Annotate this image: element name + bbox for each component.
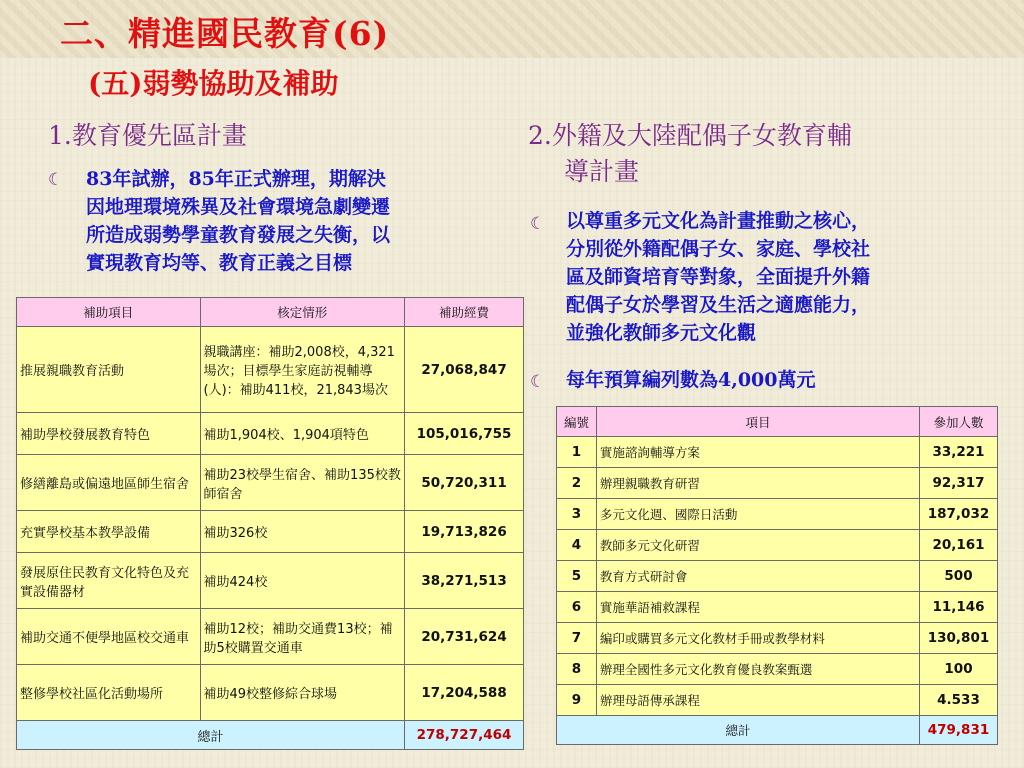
row-no: 4 xyxy=(557,530,597,561)
right-bullet-line: 配偶子女於學習及生活之適應能力， xyxy=(566,294,871,316)
row-item: 辦理母語傳承課程 xyxy=(596,685,919,716)
left-bullet-line: 實現教育均等、教育正義之目標 xyxy=(86,252,353,274)
table-row xyxy=(17,455,524,511)
row-item: 編印或購買多元文化教材手冊或教學材料 xyxy=(596,623,919,654)
table-row xyxy=(557,499,998,530)
row-no: 9 xyxy=(557,685,597,716)
row-count: 20,161 xyxy=(920,530,998,561)
right-heading xyxy=(528,118,852,190)
row-item: 教育方式研討會 xyxy=(596,561,919,592)
row-no: 5 xyxy=(557,561,597,592)
left-heading: 1.教育優先區計畫 xyxy=(48,121,247,150)
slide-subtitle: (五)弱勢協助及補助 xyxy=(88,67,339,100)
row-no: 8 xyxy=(557,654,597,685)
row-item: 推展親職教育活動 xyxy=(17,327,201,413)
row-no: 1 xyxy=(557,437,597,468)
left-bullet-line: 所造成弱勢學童教育發展之失衡，以 xyxy=(86,224,391,246)
row-status: 補助23校學生宿舍、補助135校教師宿舍 xyxy=(200,455,405,511)
left-bullet xyxy=(86,165,390,277)
right-bullet-line: 分別從外籍配偶子女、家庭、學校社 xyxy=(566,238,871,260)
header-count: 參加人數 xyxy=(920,407,998,437)
row-item: 辦理親職教育研習 xyxy=(596,468,919,499)
row-count: 130,801 xyxy=(920,623,998,654)
right-heading-line: 2.外籍及大陸配偶子女教育輔 xyxy=(528,121,852,150)
row-status: 補助49校整修綜合球場 xyxy=(200,665,405,721)
right-heading-line: 導計畫 xyxy=(564,157,640,186)
table-row xyxy=(17,665,524,721)
row-status: 補助1,904校、1,904項特色 xyxy=(200,413,405,455)
row-item: 實施華語補救課程 xyxy=(596,592,919,623)
row-amount: 105,016,755 xyxy=(405,413,524,455)
table-row xyxy=(17,413,524,455)
table-header-row xyxy=(557,407,998,437)
header-status: 核定情形 xyxy=(200,298,405,327)
table-row xyxy=(17,553,524,609)
table-row xyxy=(557,623,998,654)
row-amount: 17,204,588 xyxy=(405,665,524,721)
total-value: 278,727,464 xyxy=(405,721,524,750)
education-priority-table xyxy=(16,297,524,750)
row-count: 500 xyxy=(920,561,998,592)
row-item: 整修學校社區化活動場所 xyxy=(17,665,201,721)
table-row xyxy=(17,511,524,553)
header-item: 補助項目 xyxy=(17,298,201,327)
table-row xyxy=(557,654,998,685)
row-amount: 20,731,624 xyxy=(405,609,524,665)
foreign-spouse-children-table xyxy=(556,406,998,745)
row-count: 187,032 xyxy=(920,499,998,530)
row-count: 33,221 xyxy=(920,437,998,468)
table-row xyxy=(557,685,998,716)
row-count: 100 xyxy=(920,654,998,685)
slide-title: 二、精進國民教育(6) xyxy=(60,14,390,53)
row-amount: 27,068,847 xyxy=(405,327,524,413)
row-status: 補助12校；補助交通費13校；補助5校購置交通車 xyxy=(200,609,405,665)
row-item: 補助交通不便學地區校交通車 xyxy=(17,609,201,665)
table-row xyxy=(557,561,998,592)
table-row xyxy=(557,530,998,561)
row-item: 發展原住民教育文化特色及充實設備器材 xyxy=(17,553,201,609)
table-total-row xyxy=(557,716,998,745)
right-bullet-line: 以尊重多元文化為計畫推動之核心， xyxy=(566,210,871,232)
row-item: 修繕離島或偏遠地區師生宿舍 xyxy=(17,455,201,511)
row-no: 6 xyxy=(557,592,597,623)
table-row xyxy=(557,468,998,499)
curly-bullet-icon: ☾ xyxy=(530,214,546,234)
left-bullet-line: 因地理環境殊異及社會環境急劇變遷 xyxy=(86,196,391,218)
table-header-row xyxy=(17,298,524,327)
row-amount: 50,720,311 xyxy=(405,455,524,511)
header-amount: 補助經費 xyxy=(405,298,524,327)
total-value: 479,831 xyxy=(920,716,998,745)
table-total-row xyxy=(17,721,524,750)
header-no: 編號 xyxy=(557,407,597,437)
row-item: 教師多元文化研習 xyxy=(596,530,919,561)
row-status: 親職講座：補助2,008校，4,321場次；目標學生家庭訪視輔導(人)：補助411校，21,843場次 xyxy=(200,327,405,413)
row-count: 92,317 xyxy=(920,468,998,499)
row-item: 充實學校基本教學設備 xyxy=(17,511,201,553)
row-item: 補助學校發展教育特色 xyxy=(17,413,201,455)
right-bullet-line: 並強化教師多元文化觀 xyxy=(566,322,757,344)
table-row xyxy=(17,609,524,665)
header-item: 項目 xyxy=(596,407,919,437)
row-status: 補助326校 xyxy=(200,511,405,553)
row-amount: 19,713,826 xyxy=(405,511,524,553)
curly-bullet-icon: ☾ xyxy=(530,372,546,392)
row-no: 2 xyxy=(557,468,597,499)
row-count: 11,146 xyxy=(920,592,998,623)
row-status: 補助424校 xyxy=(200,553,405,609)
total-label: 總計 xyxy=(17,721,405,750)
row-no: 3 xyxy=(557,499,597,530)
row-item: 實施諮詢輔導方案 xyxy=(596,437,919,468)
right-bullet-line: 區及師資培育等對象，全面提升外籍 xyxy=(566,266,871,288)
table-row xyxy=(17,327,524,413)
row-count: 4.533 xyxy=(920,685,998,716)
right-bullet-2: 每年預算編列數為4,000萬元 xyxy=(566,369,816,391)
curly-bullet-icon: ☾ xyxy=(48,170,64,190)
table-row xyxy=(557,592,998,623)
total-label: 總計 xyxy=(557,716,920,745)
row-amount: 38,271,513 xyxy=(405,553,524,609)
row-no: 7 xyxy=(557,623,597,654)
row-item: 辦理全國性多元文化教育優良教案甄選 xyxy=(596,654,919,685)
table-row xyxy=(557,437,998,468)
row-item: 多元文化週、國際日活動 xyxy=(596,499,919,530)
right-bullet-1 xyxy=(566,207,870,347)
left-bullet-line: 83年試辦，85年正式辦理，期解決 xyxy=(86,168,386,190)
